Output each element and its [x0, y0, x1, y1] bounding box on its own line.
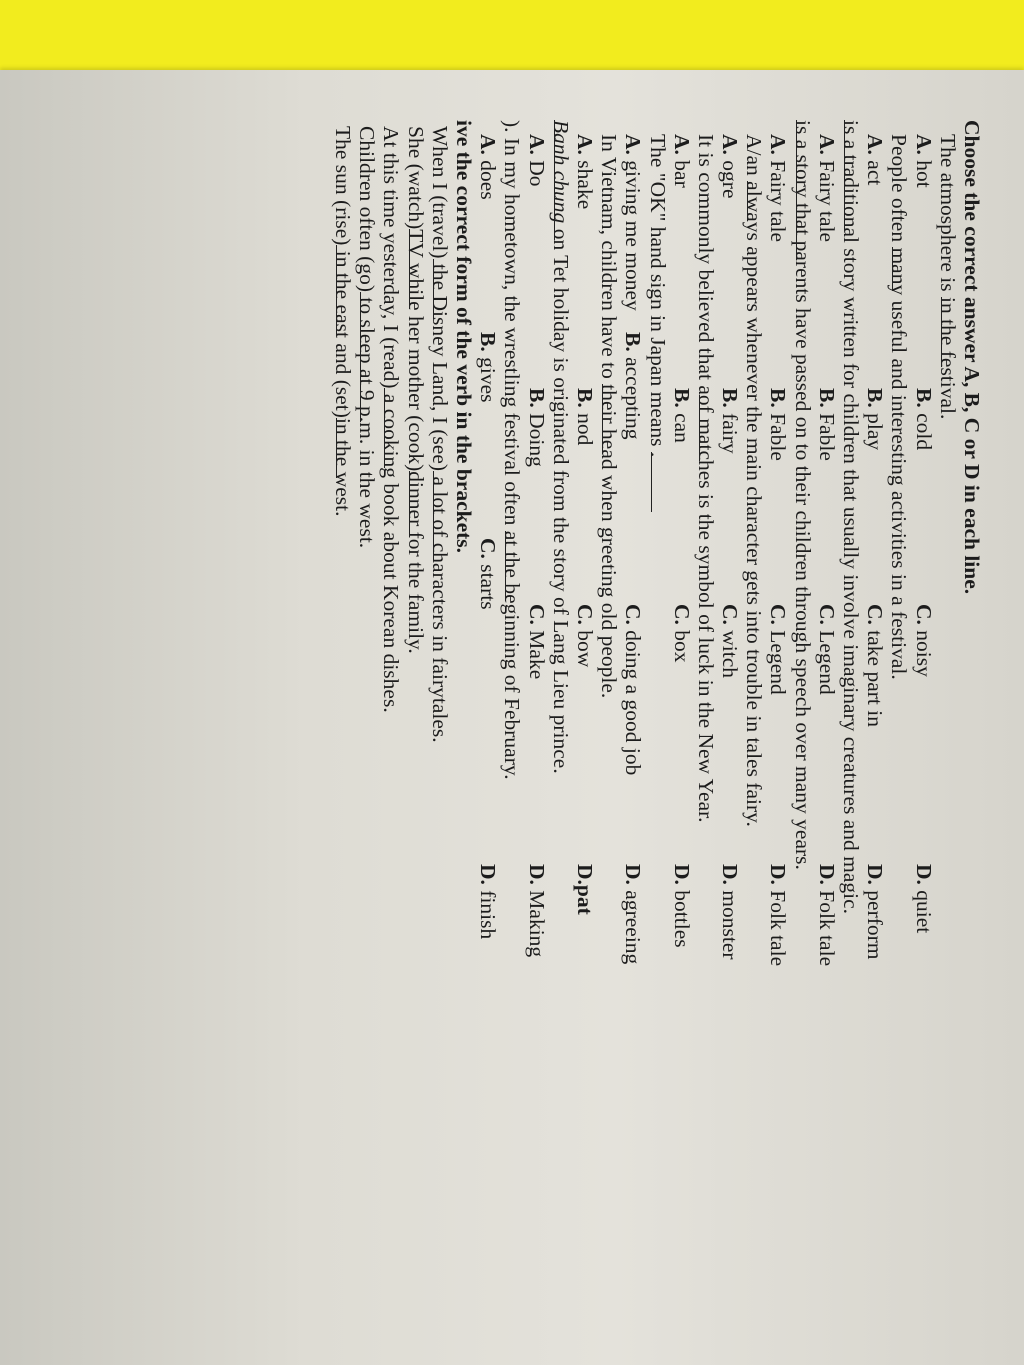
question-2-stem: People often many useful and interesting activities in a festival.: [887, 134, 912, 680]
question-10-stem: ). In my hometown, the wrestling festival often at the beginning of February.: [500, 120, 525, 780]
question-9-stem: Banh chung on Tet holiday is originated from the story of Lang Lieu prince.: [548, 120, 573, 774]
verb-sentence-4: Children often (go) to sleep at 9 p.m. in the west.: [355, 126, 380, 549]
question-5-options: A. ogre B. fairy C. witch D. monster: [718, 134, 743, 960]
question-4-options: A. Fairy tale B. Fable C. Legend D. Folk tale: [766, 134, 791, 967]
question-7-stem: The "OK" hand sign in Japan means .: [645, 120, 669, 1345]
yellow-background: [0, 0, 1024, 78]
question-8-options: A. shake B. nod C. bow D.pat: [573, 134, 597, 915]
section1-title: Choose the correct answer A, B, C or D in each line.: [960, 120, 984, 595]
question-10-options: A. does B. gives C. starts D. finish: [476, 134, 501, 940]
question-7-options: A. giving me money B. accepting C. doing a good job D. agreeing: [621, 134, 646, 965]
question-4-stem: is a story that parents have passed on to their children through speech over many years.: [790, 120, 815, 870]
question-5-stem: A/an always appears whenever the main character gets into trouble in tales fairy.: [742, 134, 767, 827]
question-6-options: A. bar B. can C. box D. bottles: [669, 134, 694, 948]
question-6-stem: It is commonly believed that a of matches is the symbol of luck in the New Year.: [693, 134, 718, 823]
question-3-options: A. Fairy tale B. Fable C. Legend D. Folk tale: [814, 134, 839, 967]
verb-sentence-5: The sun (rise) in the east and (set) in the west.: [331, 126, 356, 517]
question-8-stem: In Vietnam, children have to their head when greeting old people.: [597, 134, 622, 699]
section2-title: ive the correct form of the verb in the brackets.: [452, 120, 477, 554]
verb-sentence-2: She (watch) TV while her mother (cook) dinner for the family.: [403, 126, 428, 654]
question-1-stem: The atmosphere is in the festival.: [935, 134, 960, 420]
verb-sentence-3: At this time yesterday, I (read) a cooking book about Korean dishes.: [379, 126, 404, 713]
question-2-options: A. act B. play C. take part in D. perform: [863, 134, 888, 960]
verb-sentence-1: When I (travel) the Disney Land, I (see) a lot of characters in fairytales.: [427, 126, 452, 743]
question-1-options: A. hot B. cold C. noisy D. quiet: [911, 134, 936, 934]
question-3-stem: is a traditional story written for children that usually involve imaginary creatures and magic.: [839, 120, 864, 915]
worksheet-page: [84, 120, 984, 1345]
question-9-options: A. Do B. Doing C. Make D. Making: [524, 134, 549, 958]
